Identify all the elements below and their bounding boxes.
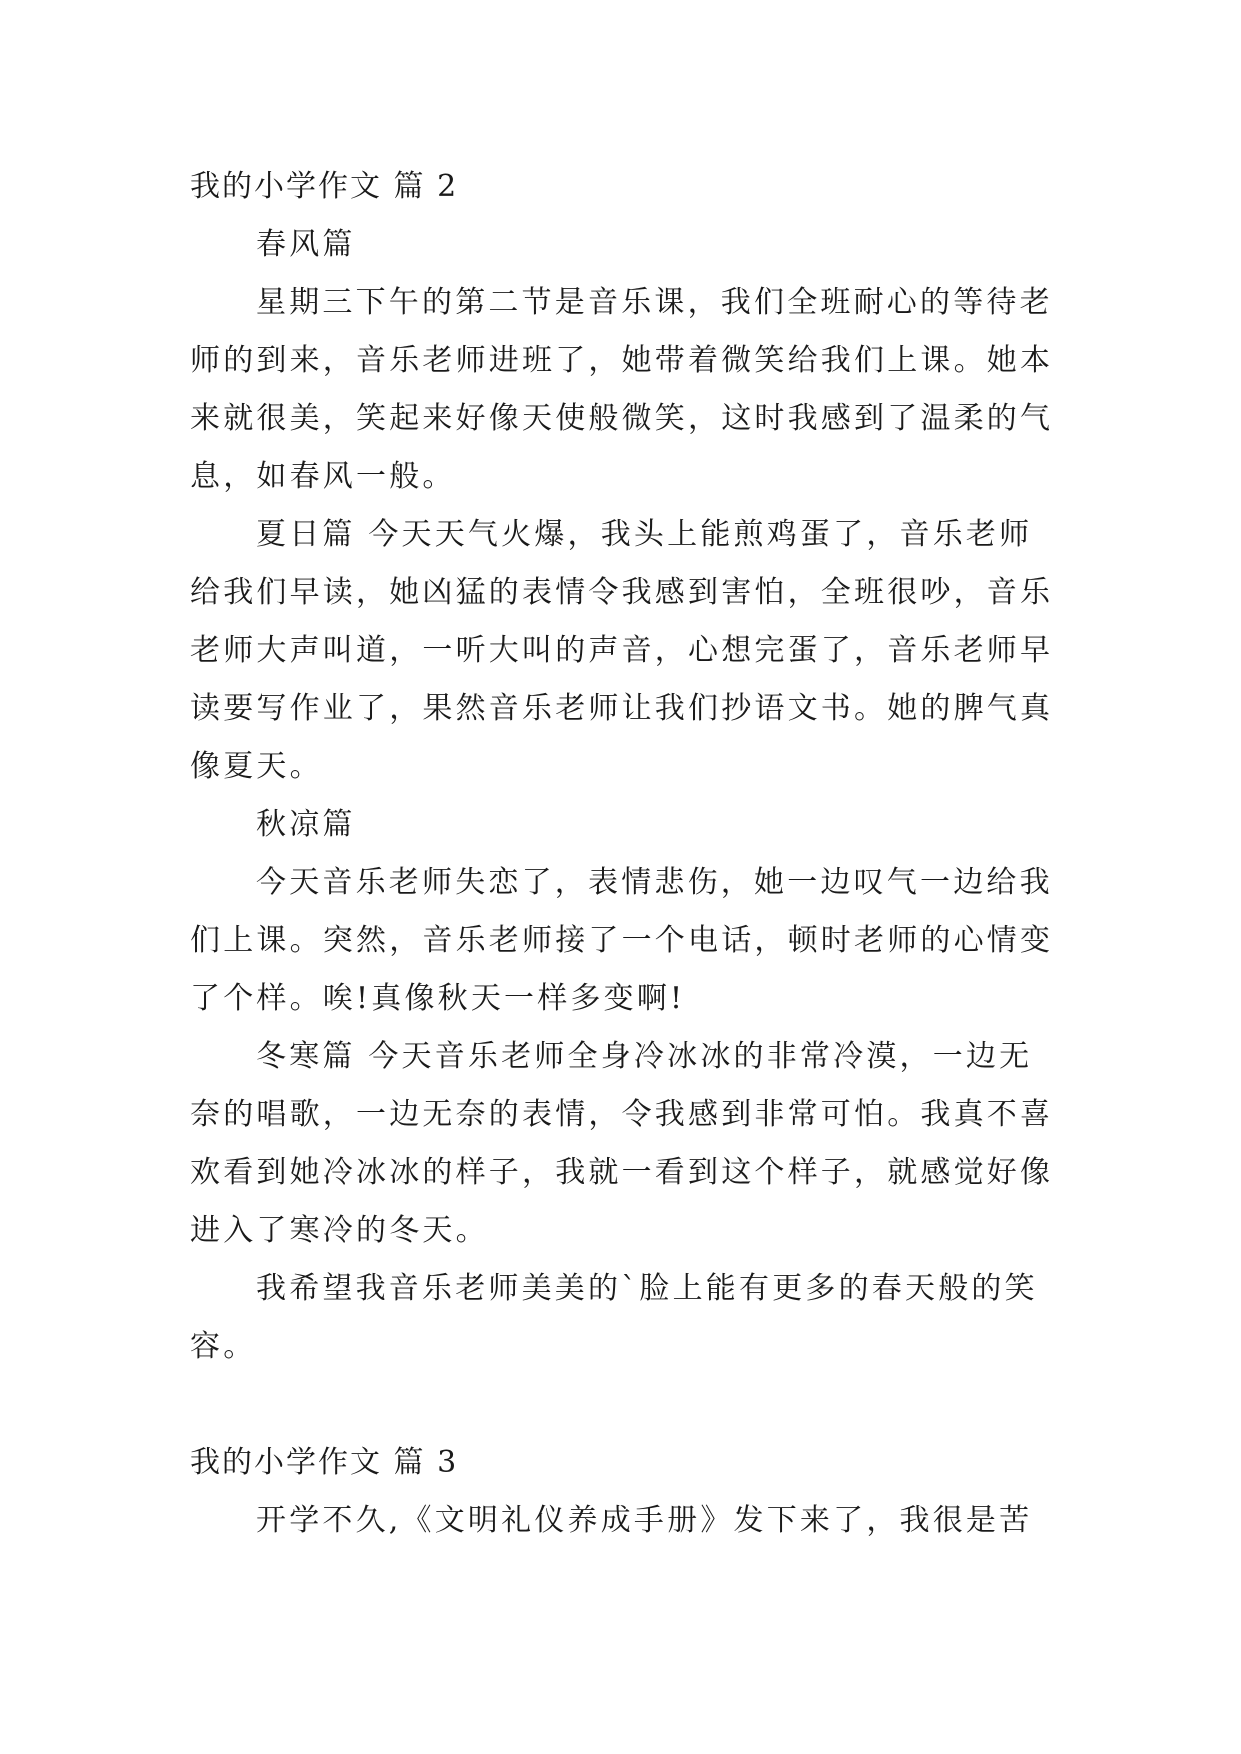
- paragraph-line: 息，如春风一般。: [190, 459, 456, 494]
- paragraph-line: 师的到来，音乐老师进班了，她带着微笑给我们上课。她本: [190, 343, 1054, 378]
- winter-paragraph: [190, 1028, 1054, 1260]
- paragraph-line: 老师大声叫道，一听大叫的声音，心想完蛋了，音乐老师早: [190, 633, 1054, 668]
- paragraph-line: 冬寒篇 今天音乐老师全身冷冰冰的非常冷漠，一边无: [256, 1039, 1033, 1074]
- paragraph-line: 奈的唱歌，一边无奈的表情，令我感到非常可怕。我真不喜: [190, 1097, 1054, 1132]
- autumn-paragraph: [190, 854, 1054, 1028]
- paragraph-line: 夏日篇 今天天气火爆，我头上能煎鸡蛋了，音乐老师: [256, 517, 1033, 552]
- section-spacer: [190, 1376, 1048, 1434]
- closing-paragraph: [190, 1260, 1048, 1376]
- paragraph-line: 们上课。突然，音乐老师接了一个电话，顿时老师的心情变: [190, 923, 1054, 958]
- section-2-title: 我的小学作文 篇 2: [190, 169, 459, 204]
- paragraph-line: 欢看到她冷冰冰的样子，我就一看到这个样子，就感觉好像: [190, 1155, 1054, 1190]
- paragraph-line: 了个样。唉!真像秋天一样多变啊!: [190, 981, 686, 1016]
- paragraph-line: 我希望我音乐老师美美的`脸上能有更多的春天般的笑: [256, 1271, 1038, 1306]
- paragraph-line: 容。: [190, 1329, 257, 1364]
- section-3-title: 我的小学作文 篇 3: [190, 1445, 459, 1480]
- spring-paragraph: [190, 274, 1054, 506]
- paragraph-line: 进入了寒冷的冬天。: [190, 1213, 489, 1248]
- paragraph-line: 今天音乐老师失恋了，表情悲伤，她一边叹气一边给我: [256, 865, 1053, 900]
- section-3-paragraph: [190, 1492, 1048, 1550]
- paragraph-line: 来就很美，笑起来好像天使般微笑，这时我感到了温柔的气: [190, 401, 1054, 436]
- spring-heading: 春风篇: [256, 227, 356, 262]
- document-body: [190, 158, 1054, 1550]
- paragraph-line: 给我们早读，她凶猛的表情令我感到害怕，全班很吵，音乐: [190, 575, 1054, 610]
- paragraph-line: 读要写作业了，果然音乐老师让我们抄语文书。她的脾气真: [190, 691, 1054, 726]
- summer-paragraph: [190, 506, 1054, 796]
- paragraph-line: 开学不久,《文明礼仪养成手册》发下来了，我很是苦: [256, 1503, 1033, 1538]
- autumn-heading: 秋凉篇: [256, 807, 356, 842]
- paragraph-line: 像夏天。: [190, 749, 323, 784]
- paragraph-line: 星期三下午的第二节是音乐课，我们全班耐心的等待老: [256, 285, 1053, 320]
